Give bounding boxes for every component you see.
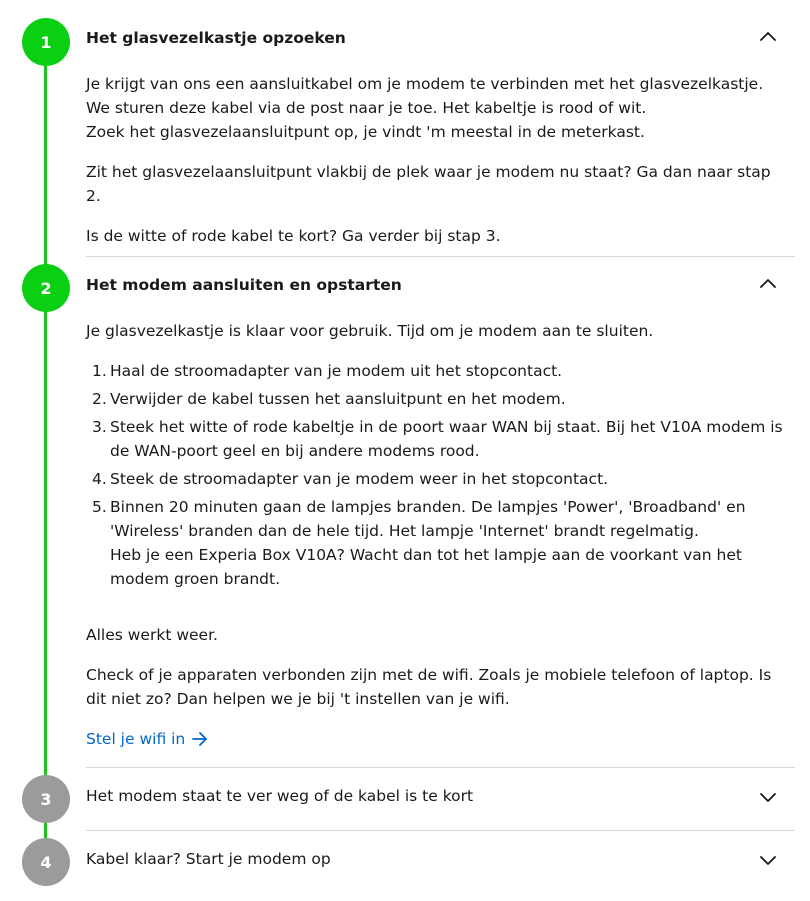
list-item xyxy=(86,495,786,591)
chevron-up-icon[interactable] xyxy=(758,27,778,47)
step-1-number: 1 xyxy=(22,18,70,66)
step-2-intro: Je glasvezelkastje is klaar voor gebruik. Tijd om je modem aan te sluiten. xyxy=(86,322,654,340)
divider xyxy=(86,830,795,831)
step-2-outro: Check of je apparaten verbonden zijn met de wifi. Zoals je mobiele telefoon of laptop. Is dit niet zo? Dan helpen we je bij 't instellen van je wifi. xyxy=(86,666,772,708)
progress-rail xyxy=(44,42,47,462)
step-1-paragraph: Is de witte of rode kabel te kort? Ga verder bij stap 3. xyxy=(86,227,501,245)
step-1-paragraph: Zit het glasvezelaansluitpunt vlakbij de plek waar je modem nu staat? Ga dan naar stap 2. xyxy=(86,163,771,205)
list-item-number: 5. xyxy=(92,498,107,516)
step-4-number: 4 xyxy=(22,838,70,886)
list-item xyxy=(86,387,786,411)
step-2-instructions xyxy=(86,359,786,591)
arrow-right-icon xyxy=(191,731,209,747)
step-4-title[interactable]: Kabel klaar? Start je modem op xyxy=(86,850,331,868)
list-item-text: Heb je een Experia Box V10A? Wacht dan tot het lampje aan de voorkant van het modem groen brandt. xyxy=(110,546,742,588)
list-item-text: Binnen 20 minuten gaan de lampjes branden. De lampjes 'Power', 'Broadband' en 'Wireless' branden dan de hele tijd. Het lampje 'Internet' brandt regelmatig. xyxy=(110,498,746,540)
link-row xyxy=(86,727,786,751)
wifi-setup-link-label: Stel je wifi in xyxy=(86,730,186,748)
step-2-outro: Alles werkt weer. xyxy=(86,626,218,644)
list-item-number: 1. xyxy=(92,362,107,380)
step-2-content xyxy=(86,319,786,751)
step-1-title[interactable]: Het glasvezelkastje opzoeken xyxy=(86,29,346,47)
chevron-down-icon[interactable] xyxy=(758,787,778,807)
step-1-paragraph: Je krijgt van ons een aansluitkabel om je modem te verbinden met het glasvezelkastje. We sturen deze kabel via de post naar je toe. Het kabeltje is rood of wit. xyxy=(86,75,764,117)
step-3-title[interactable]: Het modem staat te ver weg of de kabel is te kort xyxy=(86,787,474,805)
step-1-content xyxy=(86,72,786,248)
divider xyxy=(86,256,795,257)
list-item-number: 2. xyxy=(92,390,107,408)
step-1-paragraph: Zoek het glasvezelaansluitpunt op, je vindt 'm meestal in de meterkast. xyxy=(86,123,645,141)
chevron-down-icon[interactable] xyxy=(758,850,778,870)
chevron-up-icon[interactable] xyxy=(758,274,778,294)
list-item-number: 4. xyxy=(92,470,107,488)
list-item-text: Steek de stroomadapter van je modem weer in het stopcontact. xyxy=(110,470,609,488)
list-item xyxy=(86,415,786,463)
wifi-setup-link[interactable] xyxy=(86,727,209,751)
list-item-text: Verwijder de kabel tussen het aansluitpunt en het modem. xyxy=(110,390,566,408)
list-item-text: Steek het witte of rode kabeltje in de poort waar WAN bij staat. Bij het V10A modem is de WAN-poort geel en bij andere modems rood. xyxy=(110,418,783,460)
list-item-number: 3. xyxy=(92,418,107,436)
list-item-text: Haal de stroomadapter van je modem uit het stopcontact. xyxy=(110,362,563,380)
step-2-number: 2 xyxy=(22,264,70,312)
list-item xyxy=(86,359,786,383)
step-2-title[interactable]: Het modem aansluiten en opstarten xyxy=(86,276,402,294)
divider xyxy=(86,767,795,768)
step-3-number: 3 xyxy=(22,775,70,823)
list-item xyxy=(86,467,786,491)
